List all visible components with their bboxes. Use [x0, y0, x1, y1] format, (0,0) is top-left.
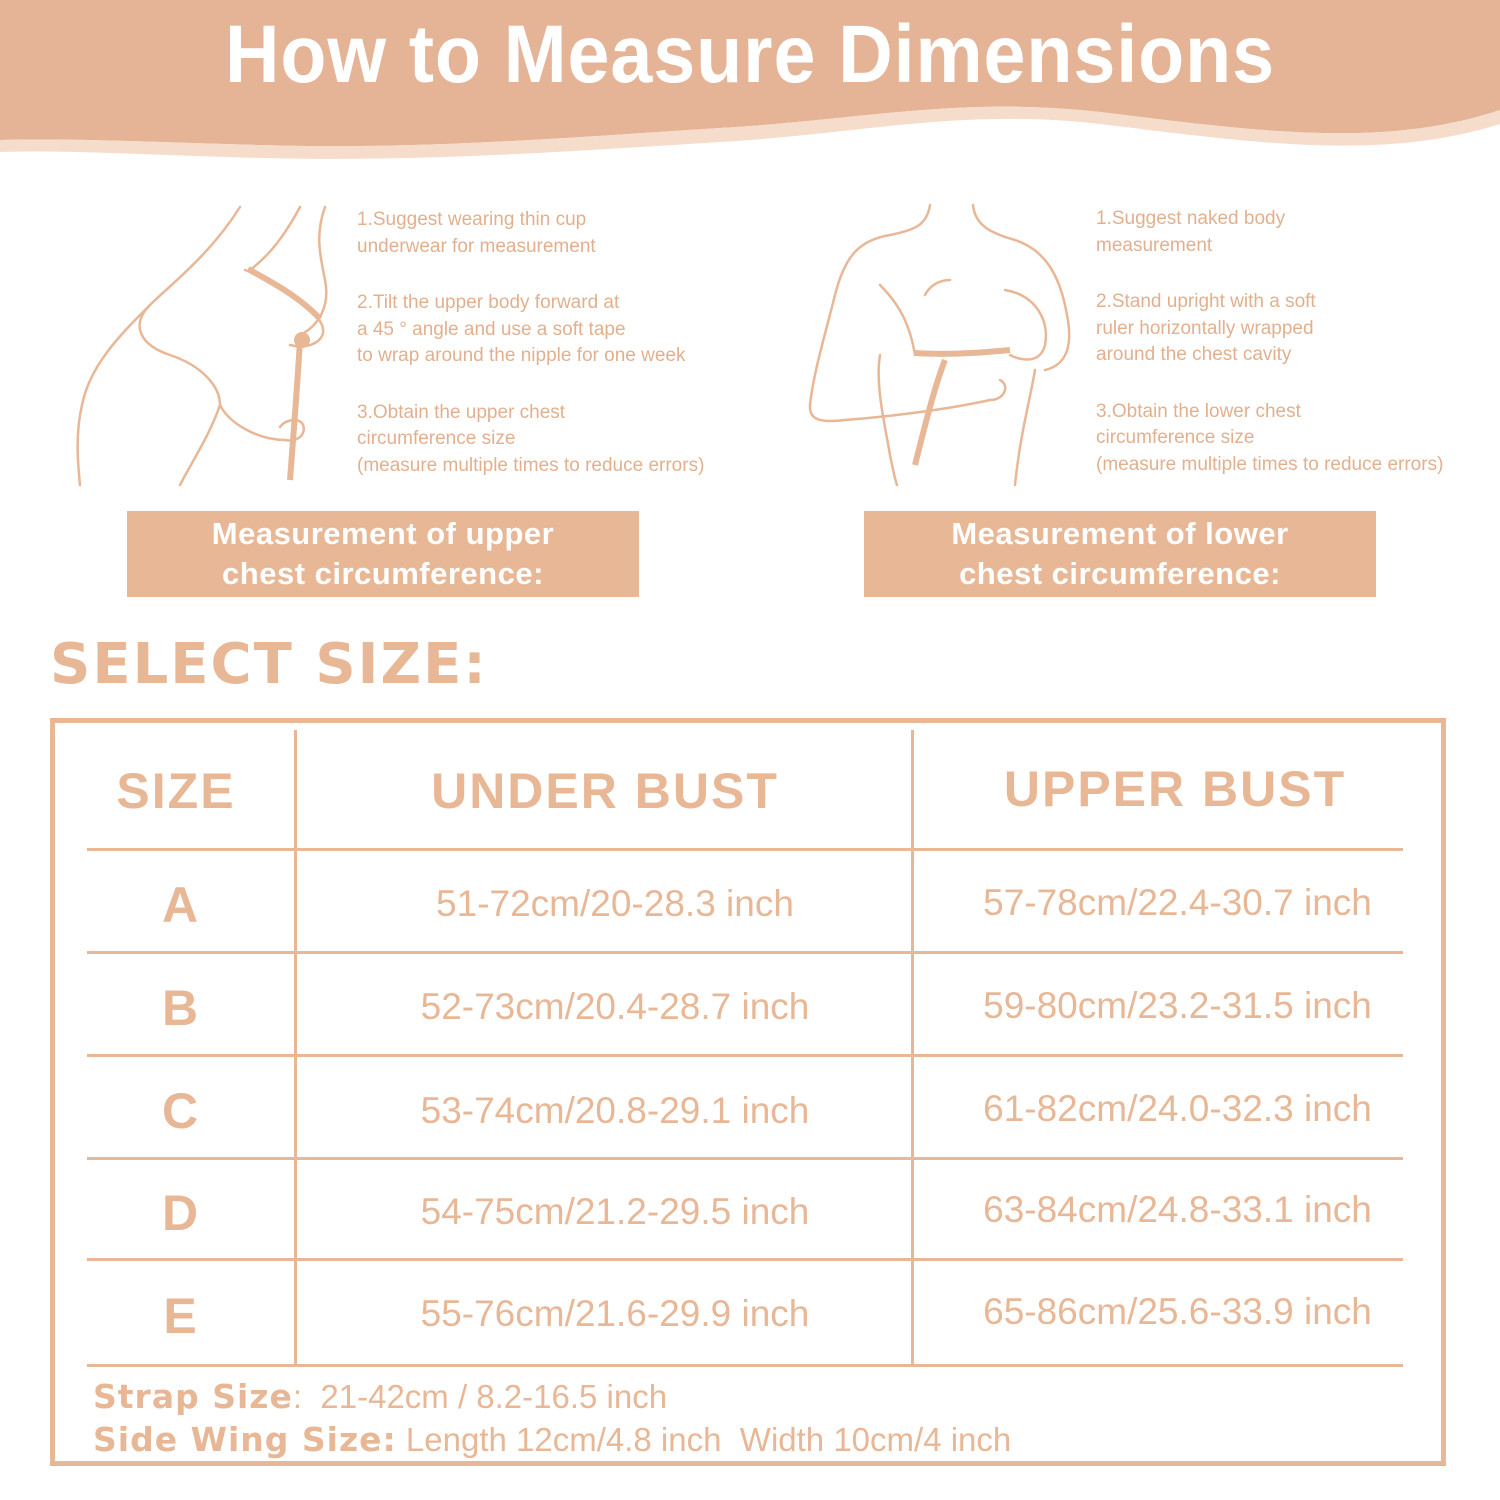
side-wing-value: Length 12cm/4.8 inch Width 10cm/4 inch — [405, 1421, 1012, 1458]
table-divider — [87, 1157, 1403, 1160]
table-divider — [87, 848, 1403, 851]
row-e-upper: 65-86cm/25.6-33.9 inch — [983, 1291, 1372, 1332]
lower-tip-1: 1.Suggest naked body measurement — [1096, 208, 1286, 256]
upper-chest-measure-illustration — [70, 195, 340, 490]
table-divider — [911, 730, 914, 1366]
row-e-size: E — [163, 1288, 197, 1344]
row-a-under: 51-72cm/20-28.3 inch — [436, 883, 794, 924]
table-divider — [87, 951, 1403, 954]
lower-chest-tips — [1096, 206, 1486, 508]
lower-chest-measure-illustration — [805, 195, 1085, 490]
upper-tip-3: 3.Obtain the upper chest circumference size (measure multiple times to reduce errors) — [357, 401, 705, 476]
row-b-size: B — [161, 980, 199, 1036]
side-wing-size-line — [93, 1420, 1433, 1459]
row-b-under: 52-73cm/20.4-28.7 inch — [420, 986, 810, 1027]
table-divider — [294, 730, 297, 1366]
row-d-upper: 63-84cm/24.8-33.1 inch — [983, 1189, 1372, 1230]
side-wing-label: Side Wing Size: — [93, 1420, 397, 1459]
upper-tip-2: 2.Tilt the upper body forward at a 45 ° angle and use a soft tape to wrap around the nipple for one week — [357, 292, 686, 366]
upper-tip-1: 1.Suggest wearing thin cup underwear for measurement — [357, 209, 596, 257]
table-divider — [87, 1364, 1403, 1367]
row-a-size: A — [161, 877, 199, 933]
row-c-under: 53-74cm/20.8-29.1 inch — [420, 1090, 810, 1131]
strap-size-line — [93, 1377, 1433, 1416]
header-under-bust: UNDER BUST — [431, 763, 779, 819]
strap-size-colon: : — [292, 1378, 321, 1415]
row-e-under: 55-76cm/21.6-29.9 inch — [420, 1293, 810, 1334]
row-d-size: D — [161, 1185, 199, 1241]
row-b-upper: 59-80cm/23.2-31.5 inch — [983, 985, 1372, 1026]
lower-tip-2: 2.Stand upright with a soft ruler horizontally wrapped around the chest cavity — [1096, 291, 1316, 365]
upper-chest-tips — [357, 207, 747, 509]
row-c-upper: 61-82cm/24.0-32.3 inch — [983, 1088, 1372, 1129]
select-size-heading: SELECT SIZE: — [50, 632, 488, 697]
header-size: SIZE — [116, 763, 236, 819]
page-title: How to Measure Dimensions — [224, 9, 1276, 100]
table-divider — [87, 1258, 1403, 1261]
table-divider — [87, 1054, 1403, 1057]
strap-size-value: 21-42cm / 8.2-16.5 inch — [320, 1378, 668, 1415]
lower-chest-label: Measurement of lower chest circumference: — [864, 511, 1376, 597]
header-upper-bust: UPPER BUST — [1003, 761, 1347, 817]
row-a-upper: 57-78cm/22.4-30.7 inch — [983, 882, 1372, 923]
lower-tip-3: 3.Obtain the lower chest circumference size (measure multiple times to reduce errors) — [1096, 400, 1444, 475]
upper-chest-label: Measurement of upper chest circumference: — [127, 511, 639, 597]
row-c-size: C — [161, 1083, 199, 1139]
row-d-under: 54-75cm/21.2-29.5 inch — [420, 1191, 810, 1232]
strap-size-label: Strap Size — [93, 1377, 293, 1416]
